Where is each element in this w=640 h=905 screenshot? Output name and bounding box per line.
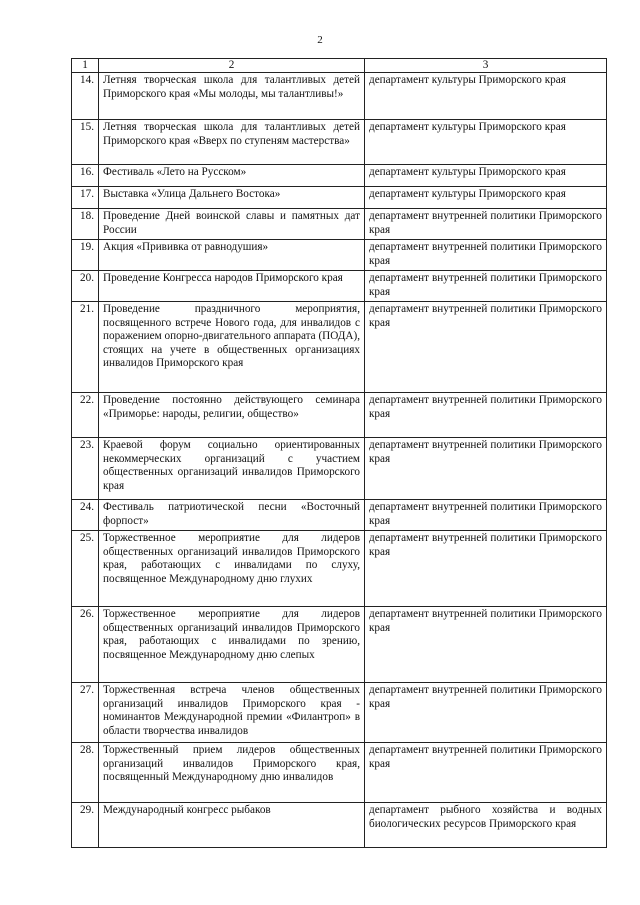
event-name: Летняя творческая школа для талантливых детей Приморского края «Вверх по ступеням мастерства» — [99, 120, 365, 165]
table-row — [72, 531, 607, 607]
row-number: 26. — [72, 607, 99, 683]
row-number: 29. — [72, 803, 99, 848]
row-number: 24. — [72, 500, 99, 531]
responsible-department: департамент внутренней политики Приморского края — [365, 531, 607, 607]
table-row — [72, 73, 607, 120]
event-name: Выставка «Улица Дальнего Востока» — [99, 187, 365, 209]
table-row — [72, 165, 607, 187]
table-row — [72, 803, 607, 848]
table-row — [72, 743, 607, 803]
event-name: Фестиваль «Лето на Русском» — [99, 165, 365, 187]
table-body — [72, 73, 607, 848]
event-name: Международный конгресс рыбаков — [99, 803, 365, 848]
event-name: Торжественный прием лидеров общественных организаций инвалидов Приморского края, посвященный Международному дню инвалидов — [99, 743, 365, 803]
table-row — [72, 607, 607, 683]
responsible-department: департамент культуры Приморского края — [365, 165, 607, 187]
row-number: 21. — [72, 302, 99, 393]
responsible-department: департамент культуры Приморского края — [365, 73, 607, 120]
responsible-department: департамент внутренней политики Приморского края — [365, 438, 607, 500]
event-name: Акция «Прививка от равнодушия» — [99, 240, 365, 271]
header-col-1: 1 — [72, 59, 99, 73]
table-row — [72, 438, 607, 500]
responsible-department: департамент внутренней политики Приморского края — [365, 209, 607, 240]
event-name: Краевой форум социально ориентированных некоммерческих организаций с участием общественных организаций инвалидов Приморского края — [99, 438, 365, 500]
row-number: 18. — [72, 209, 99, 240]
table-row — [72, 209, 607, 240]
event-name: Торжественное мероприятие для лидеров общественных организаций инвалидов Приморского края, работающих с инвалидами по слуху, посвященное Международному дню глухих — [99, 531, 365, 607]
row-number: 16. — [72, 165, 99, 187]
table-row — [72, 683, 607, 743]
header-col-2: 2 — [99, 59, 365, 73]
table-header — [72, 59, 607, 73]
row-number: 19. — [72, 240, 99, 271]
responsible-department: департамент внутренней политики Приморского края — [365, 240, 607, 271]
responsible-department: департамент внутренней политики Приморского края — [365, 607, 607, 683]
header-col-3: 3 — [365, 59, 607, 73]
row-number: 23. — [72, 438, 99, 500]
event-name: Проведение Конгресса народов Приморского края — [99, 271, 365, 302]
table-row — [72, 302, 607, 393]
row-number: 14. — [72, 73, 99, 120]
responsible-department: департамент рыбного хозяйства и водных биологических ресурсов Приморского края — [365, 803, 607, 848]
event-name: Фестиваль патриотической песни «Восточный форпост» — [99, 500, 365, 531]
events-table — [71, 58, 607, 848]
event-name: Проведение Дней воинской славы и памятных дат России — [99, 209, 365, 240]
event-name: Проведение постоянно действующего семинара «Приморье: народы, религии, общество» — [99, 393, 365, 438]
row-number: 17. — [72, 187, 99, 209]
row-number: 28. — [72, 743, 99, 803]
row-number: 20. — [72, 271, 99, 302]
table-row — [72, 120, 607, 165]
event-name: Торжественная встреча членов общественных организаций инвалидов Приморского края - номинантов Международной премии «Филантроп» в области творчества инвалидов — [99, 683, 365, 743]
row-number: 27. — [72, 683, 99, 743]
responsible-department: департамент культуры Приморского края — [365, 187, 607, 209]
event-name: Проведение праздничного мероприятия, посвященного встрече Нового года, для инвалидов с поражением опорно-двигательного аппарата (ПОДА), стоящих на учете в общественных организациях инвалидов Приморского края — [99, 302, 365, 393]
event-name: Летняя творческая школа для талантливых детей Приморского края «Мы молоды, мы талантливы!» — [99, 73, 365, 120]
responsible-department: департамент внутренней политики Приморского края — [365, 271, 607, 302]
row-number: 15. — [72, 120, 99, 165]
table-row — [72, 500, 607, 531]
table-row — [72, 393, 607, 438]
event-name: Торжественное мероприятие для лидеров общественных организаций инвалидов Приморского края, работающих с инвалидами по зрению, посвященное Международному дню слепых — [99, 607, 365, 683]
table-row — [72, 271, 607, 302]
responsible-department: департамент внутренней политики Приморского края — [365, 302, 607, 393]
header-row — [72, 59, 607, 73]
responsible-department: департамент внутренней политики Приморского края — [365, 393, 607, 438]
table-row — [72, 240, 607, 271]
row-number: 25. — [72, 531, 99, 607]
row-number: 22. — [72, 393, 99, 438]
table-row — [72, 187, 607, 209]
responsible-department: департамент внутренней политики Приморского края — [365, 683, 607, 743]
responsible-department: департамент культуры Приморского края — [365, 120, 607, 165]
responsible-department: департамент внутренней политики Приморского края — [365, 743, 607, 803]
responsible-department: департамент внутренней политики Приморского края — [365, 500, 607, 531]
page-number: 2 — [317, 34, 323, 46]
